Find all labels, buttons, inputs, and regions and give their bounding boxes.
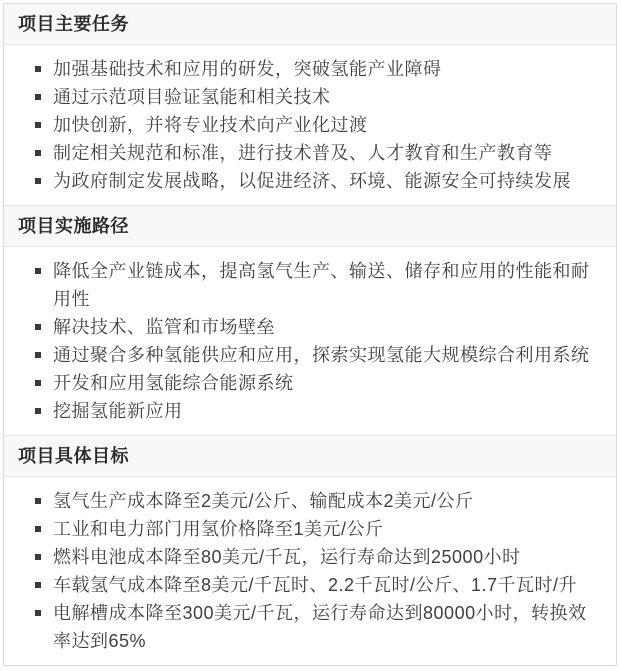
bullet-list (4, 55, 616, 195)
list-item (4, 341, 616, 369)
section-main-tasks (4, 4, 616, 205)
section-body (4, 45, 616, 205)
bullet-icon (35, 554, 41, 560)
bullet-icon (35, 408, 41, 414)
bullet-icon (35, 268, 41, 274)
list-item (4, 313, 616, 341)
list-item (4, 55, 616, 83)
list-item-text: 通过示范项目验证氢能和相关技术 (53, 87, 331, 107)
section-title: 项目主要任务 (4, 4, 616, 45)
list-item (4, 83, 616, 111)
bullet-icon (35, 526, 41, 532)
bullet-icon (35, 150, 41, 156)
list-item (4, 543, 616, 571)
section-title: 项目实施路径 (4, 206, 616, 247)
info-card-container (3, 3, 617, 666)
list-item (4, 167, 616, 195)
list-item-text: 开发和应用氢能综合能源系统 (53, 373, 294, 393)
list-item (4, 257, 616, 313)
list-item-text: 解决技术、监管和市场壁垒 (53, 317, 275, 337)
list-item (4, 571, 616, 599)
list-item-text: 电解槽成本降至300美元/千瓦，运行寿命达到80000小时，转换效率达到65% (53, 603, 587, 651)
bullet-icon (35, 324, 41, 330)
list-item (4, 515, 616, 543)
section-title: 项目具体目标 (4, 436, 616, 477)
list-item-text: 降低全产业链成本，提高氢气生产、输送、储存和应用的性能和耐用性 (53, 261, 590, 309)
list-item (4, 369, 616, 397)
list-item-text: 车载氢气成本降至8美元/千瓦时、2.2千瓦时/公斤、1.7千瓦时/升 (53, 575, 578, 595)
list-item (4, 111, 616, 139)
list-item-text: 工业和电力部门用氢价格降至1美元/公斤 (53, 519, 384, 539)
list-item (4, 397, 616, 425)
list-item-text: 制定相关规范和标准，进行技术普及、人才教育和生产教育等 (53, 143, 553, 163)
bullet-icon (35, 94, 41, 100)
bullet-icon (35, 178, 41, 184)
section-implementation-path (4, 205, 616, 435)
section-specific-goals (4, 435, 616, 665)
list-item-text: 挖掘氢能新应用 (53, 401, 183, 421)
bullet-list (4, 257, 616, 425)
list-item (4, 599, 616, 655)
bullet-list (4, 487, 616, 655)
list-item-text: 加强基础技术和应用的研发，突破氢能产业障碍 (53, 59, 442, 79)
list-item-text: 通过聚合多种氢能供应和应用，探索实现氢能大规模综合利用系统 (53, 345, 590, 365)
bullet-icon (35, 498, 41, 504)
section-body (4, 247, 616, 435)
list-item (4, 139, 616, 167)
bullet-icon (35, 380, 41, 386)
bullet-icon (35, 582, 41, 588)
list-item-text: 氢气生产成本降至2美元/公斤、输配成本2美元/公斤 (53, 491, 474, 511)
list-item (4, 487, 616, 515)
bullet-icon (35, 66, 41, 72)
bullet-icon (35, 610, 41, 616)
list-item-text: 为政府制定发展战略，以促进经济、环境、能源安全可持续发展 (53, 171, 571, 191)
list-item-text: 燃料电池成本降至80美元/千瓦，运行寿命达到25000小时 (53, 547, 521, 567)
bullet-icon (35, 122, 41, 128)
bullet-icon (35, 352, 41, 358)
list-item-text: 加快创新，并将专业技术向产业化过渡 (53, 115, 368, 135)
section-body (4, 477, 616, 665)
